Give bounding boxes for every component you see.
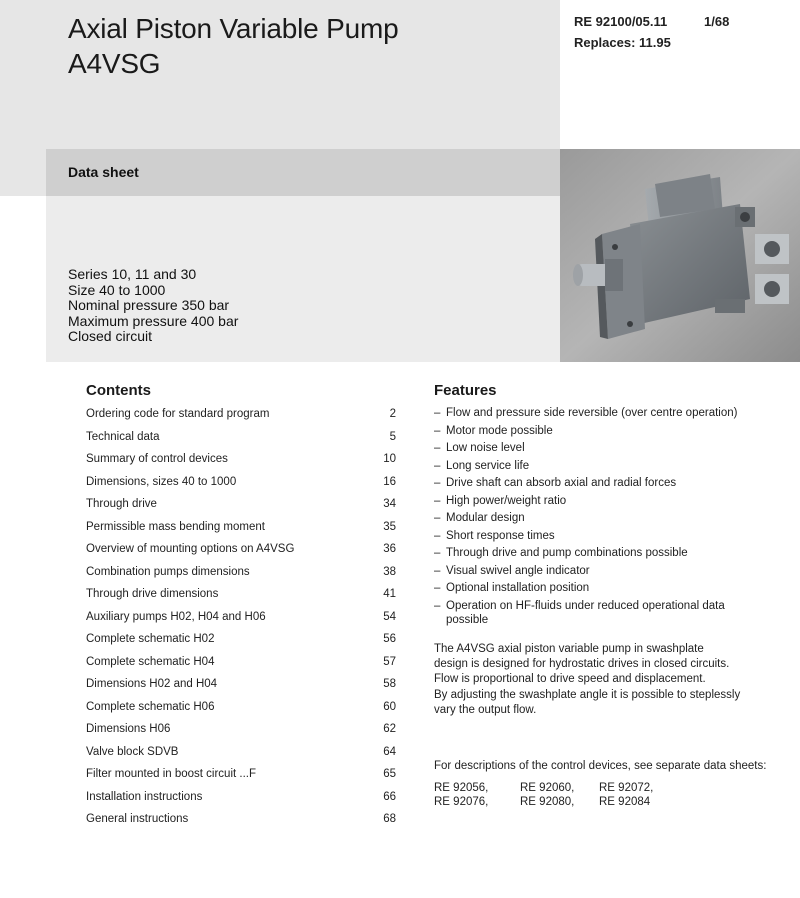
feature-text: Motor mode possible	[446, 424, 553, 437]
toc-item[interactable]	[86, 408, 396, 428]
description-paragraph	[434, 642, 774, 718]
toc-item[interactable]	[86, 521, 396, 541]
toc-title: Combination pumps dimensions	[86, 565, 250, 578]
toc-page: 65	[383, 768, 396, 780]
summary-line: Maximum pressure 400 bar	[68, 312, 239, 329]
page-title-line1: Axial Piston Variable Pump	[68, 13, 399, 44]
feature-text: Drive shaft can absorb axial and radial forces	[446, 477, 677, 489]
toc-title: Through drive	[86, 498, 157, 510]
feature-item	[434, 476, 764, 491]
toc-title: Complete schematic H02	[86, 633, 215, 645]
dash-bullet: –	[434, 582, 441, 594]
datasheet-link[interactable]: RE 92076,	[434, 796, 489, 808]
dash-bullet: –	[434, 599, 441, 612]
toc-page: 64	[383, 745, 396, 758]
feature-text: Modular design	[446, 512, 525, 524]
dash-bullet: –	[434, 459, 441, 472]
toc-title: Ordering code for standard program	[86, 408, 270, 420]
toc-title: Technical data	[86, 430, 160, 443]
toc-page: 57	[383, 655, 396, 668]
dash-bullet: –	[434, 529, 441, 542]
toc-item[interactable]	[86, 476, 396, 496]
toc-item[interactable]	[86, 431, 396, 451]
toc-item[interactable]	[86, 498, 396, 518]
toc-item[interactable]	[86, 768, 396, 788]
toc-page: 60	[383, 700, 396, 713]
dash-bullet: –	[434, 547, 441, 559]
feature-item	[434, 599, 744, 628]
toc-item[interactable]	[86, 791, 396, 811]
section-label: Data sheet	[68, 164, 139, 180]
summary-block	[68, 267, 238, 345]
feature-text: Low noise level	[446, 442, 525, 454]
toc-page: 56	[383, 633, 396, 645]
dash-bullet: –	[434, 424, 441, 437]
toc-item[interactable]	[86, 746, 396, 766]
description-line: The A4VSG axial piston variable pump in swashplate	[434, 643, 704, 655]
toc-page: 62	[383, 723, 396, 735]
summary-line: Closed circuit	[68, 328, 153, 345]
contents-heading: Contents	[86, 382, 151, 399]
description-line: Flow is proportional to drive speed and displacement.	[434, 673, 706, 686]
feature-item	[434, 581, 764, 596]
toc-item[interactable]	[86, 611, 396, 631]
toc-page: 36	[383, 543, 396, 555]
dash-bullet: –	[434, 442, 441, 454]
toc-page: 58	[383, 678, 396, 690]
toc-title: Valve block SDVB	[86, 745, 179, 758]
datasheet-link[interactable]: RE 92060,	[520, 782, 575, 794]
description-line: vary the output flow.	[434, 703, 537, 716]
dash-bullet: –	[434, 564, 441, 577]
toc-page: 10	[383, 453, 396, 465]
toc-page: 68	[383, 813, 396, 825]
toc-page: 2	[389, 408, 396, 420]
summary-line: Nominal pressure 350 bar	[68, 297, 230, 314]
toc-title: Dimensions H06	[86, 723, 171, 735]
dash-bullet: –	[434, 477, 441, 489]
dash-bullet: –	[434, 494, 441, 507]
toc-title: Auxiliary pumps H02, H04 and H06	[86, 610, 266, 623]
feature-item	[434, 424, 764, 439]
summary-line: Series 10, 11 and 30	[68, 266, 197, 282]
toc-item[interactable]	[86, 566, 396, 586]
toc-page: 35	[383, 520, 396, 533]
datasheet-link[interactable]: RE 92084	[599, 796, 651, 808]
feature-item	[434, 459, 764, 474]
pump-product-image	[560, 149, 800, 362]
page-number: 1/68	[704, 14, 730, 29]
feature-text: Optional installation position	[446, 582, 590, 594]
feature-text: Flow and pressure side reversible (over centre operation)	[446, 407, 738, 419]
toc-title: Summary of control devices	[86, 453, 228, 465]
document-reference: RE 92100/05.11	[574, 14, 668, 29]
toc-title: Complete schematic H04	[86, 655, 215, 668]
description-line: design is designed for hydrostatic drives in closed circuits.	[434, 658, 730, 671]
toc-item[interactable]	[86, 723, 396, 743]
toc-title: Permissible mass bending moment	[86, 520, 265, 533]
datasheet-link[interactable]: RE 92072,	[599, 782, 654, 794]
toc-title: Filter mounted in boost circuit ...F	[86, 768, 257, 780]
toc-page: 5	[389, 430, 396, 443]
replaces-note: Replaces: 11.95	[574, 35, 671, 50]
toc-item[interactable]	[86, 633, 396, 653]
page-title-line2: A4VSG	[68, 48, 161, 79]
toc-title: Through drive dimensions	[86, 588, 219, 600]
feature-item	[434, 564, 764, 579]
toc-item[interactable]	[86, 656, 396, 676]
toc-title: Dimensions H02 and H04	[86, 678, 218, 690]
toc-page: 66	[383, 790, 396, 803]
feature-text: Long service life	[446, 459, 530, 472]
toc-page: 38	[383, 565, 396, 578]
toc-title: Complete schematic H06	[86, 700, 215, 713]
summary-line: Size 40 to 1000	[68, 281, 166, 298]
toc-title: Dimensions, sizes 40 to 1000	[86, 475, 237, 488]
feature-text: Through drive and pump combinations possible	[446, 547, 688, 559]
datasheet-link[interactable]: RE 92056,	[434, 782, 489, 794]
toc-page: 16	[383, 475, 396, 488]
toc-title: General instructions	[86, 813, 189, 825]
feature-item	[434, 529, 764, 544]
dash-bullet: –	[434, 512, 441, 524]
feature-item	[434, 546, 764, 561]
toc-item[interactable]	[86, 678, 396, 698]
feature-item	[434, 406, 764, 421]
toc-page: 41	[383, 588, 396, 600]
toc-item[interactable]	[86, 813, 396, 833]
feature-item	[434, 511, 764, 526]
description-line: By adjusting the swashplate angle it is possible to steplessly	[434, 688, 741, 701]
feature-text: Visual swivel angle indicator	[446, 564, 590, 577]
feature-item	[434, 494, 764, 509]
feature-item	[434, 441, 764, 456]
toc-item[interactable]	[86, 588, 396, 608]
toc-title: Installation instructions	[86, 790, 203, 803]
toc-page: 54	[383, 610, 396, 623]
datasheet-link[interactable]: RE 92080,	[520, 796, 575, 808]
feature-text: Operation on HF-fluids under reduced operational data possible	[446, 599, 725, 626]
feature-text: High power/weight ratio	[446, 494, 567, 507]
toc-item[interactable]	[86, 543, 396, 563]
toc-item[interactable]	[86, 453, 396, 473]
feature-text: Short response times	[446, 529, 555, 542]
toc-page: 34	[383, 498, 396, 510]
features-heading: Features	[434, 382, 497, 399]
dash-bullet: –	[434, 407, 441, 419]
toc-item[interactable]	[86, 701, 396, 721]
related-datasheets-intro: For descriptions of the control devices, see separate data sheets:	[434, 760, 767, 772]
toc-title: Overview of mounting options on A4VSG	[86, 543, 295, 555]
